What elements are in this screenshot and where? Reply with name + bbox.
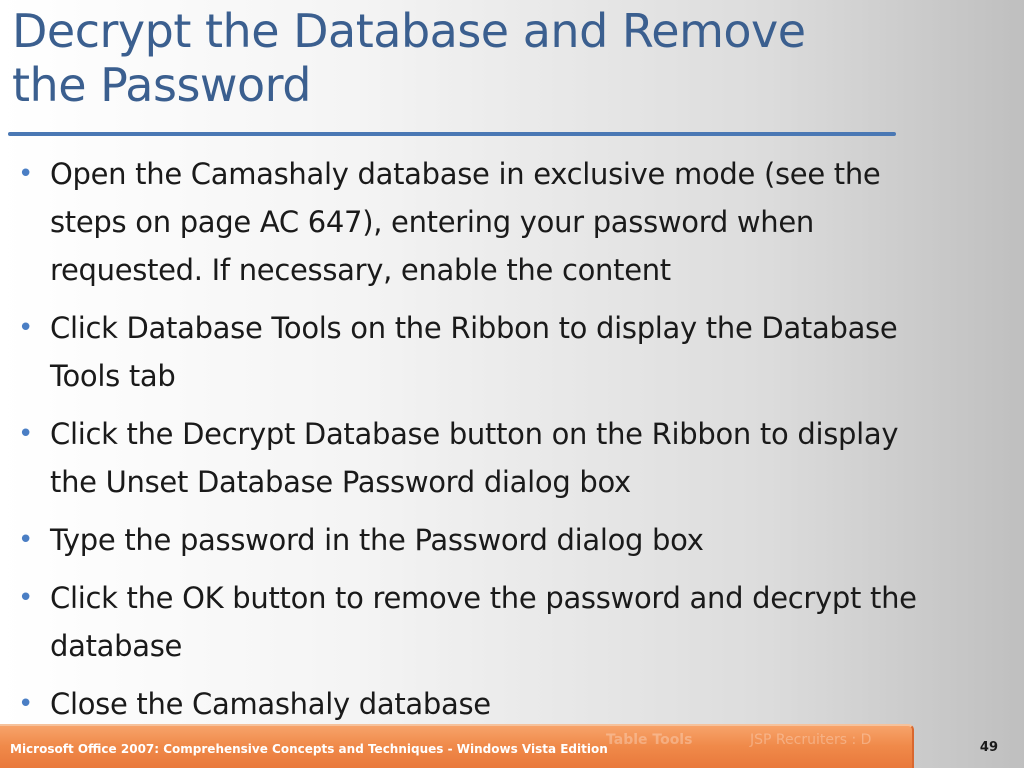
bullet-item-5: [18, 574, 918, 670]
bullet-text: Click the OK button to remove the password and decrypt the database: [50, 581, 917, 663]
footer-bar: [0, 724, 914, 768]
bullet-list: [18, 150, 918, 738]
bullet-text: Click Database Tools on the Ribbon to display the Database Tools tab: [50, 311, 898, 393]
page-number: 49: [979, 740, 998, 755]
bullet-item-4: [18, 516, 918, 564]
bullet-dot-icon: •: [18, 313, 34, 343]
bullet-item-2: [18, 304, 918, 400]
bullet-text: Type the password in the Password dialog box: [50, 523, 704, 557]
footer-ghost-text-recruiters: JSP Recruiters : D: [750, 732, 872, 748]
slide-title: [12, 4, 912, 113]
footer-text: Microsoft Office 2007: Comprehensive Concepts and Techniques - Windows Vista Edition: [10, 742, 608, 756]
bullet-item-6: [18, 680, 918, 728]
title-underline: [8, 132, 896, 136]
bullet-dot-icon: •: [18, 159, 34, 189]
bullet-text: Close the Camashaly database: [50, 687, 491, 721]
bullet-dot-icon: •: [18, 419, 34, 449]
bullet-dot-icon: •: [18, 583, 34, 613]
bullet-text: Click the Decrypt Database button on the Ribbon to display the Unset Database Password dialog box: [50, 417, 899, 499]
bullet-text: Open the Camashaly database in exclusive mode (see the steps on page AC 647), entering your password when requested. If necessary, enable the content: [50, 157, 881, 287]
bullet-dot-icon: •: [18, 525, 34, 555]
slide-title-line-2: the Password: [12, 58, 311, 113]
footer-ghost-text-table-tools: Table Tools: [606, 732, 693, 748]
bullet-item-1: [18, 150, 918, 294]
bullet-item-3: [18, 410, 918, 506]
slide-title-line-1: Decrypt the Database and Remove: [12, 4, 806, 58]
bullet-dot-icon: •: [18, 689, 34, 719]
